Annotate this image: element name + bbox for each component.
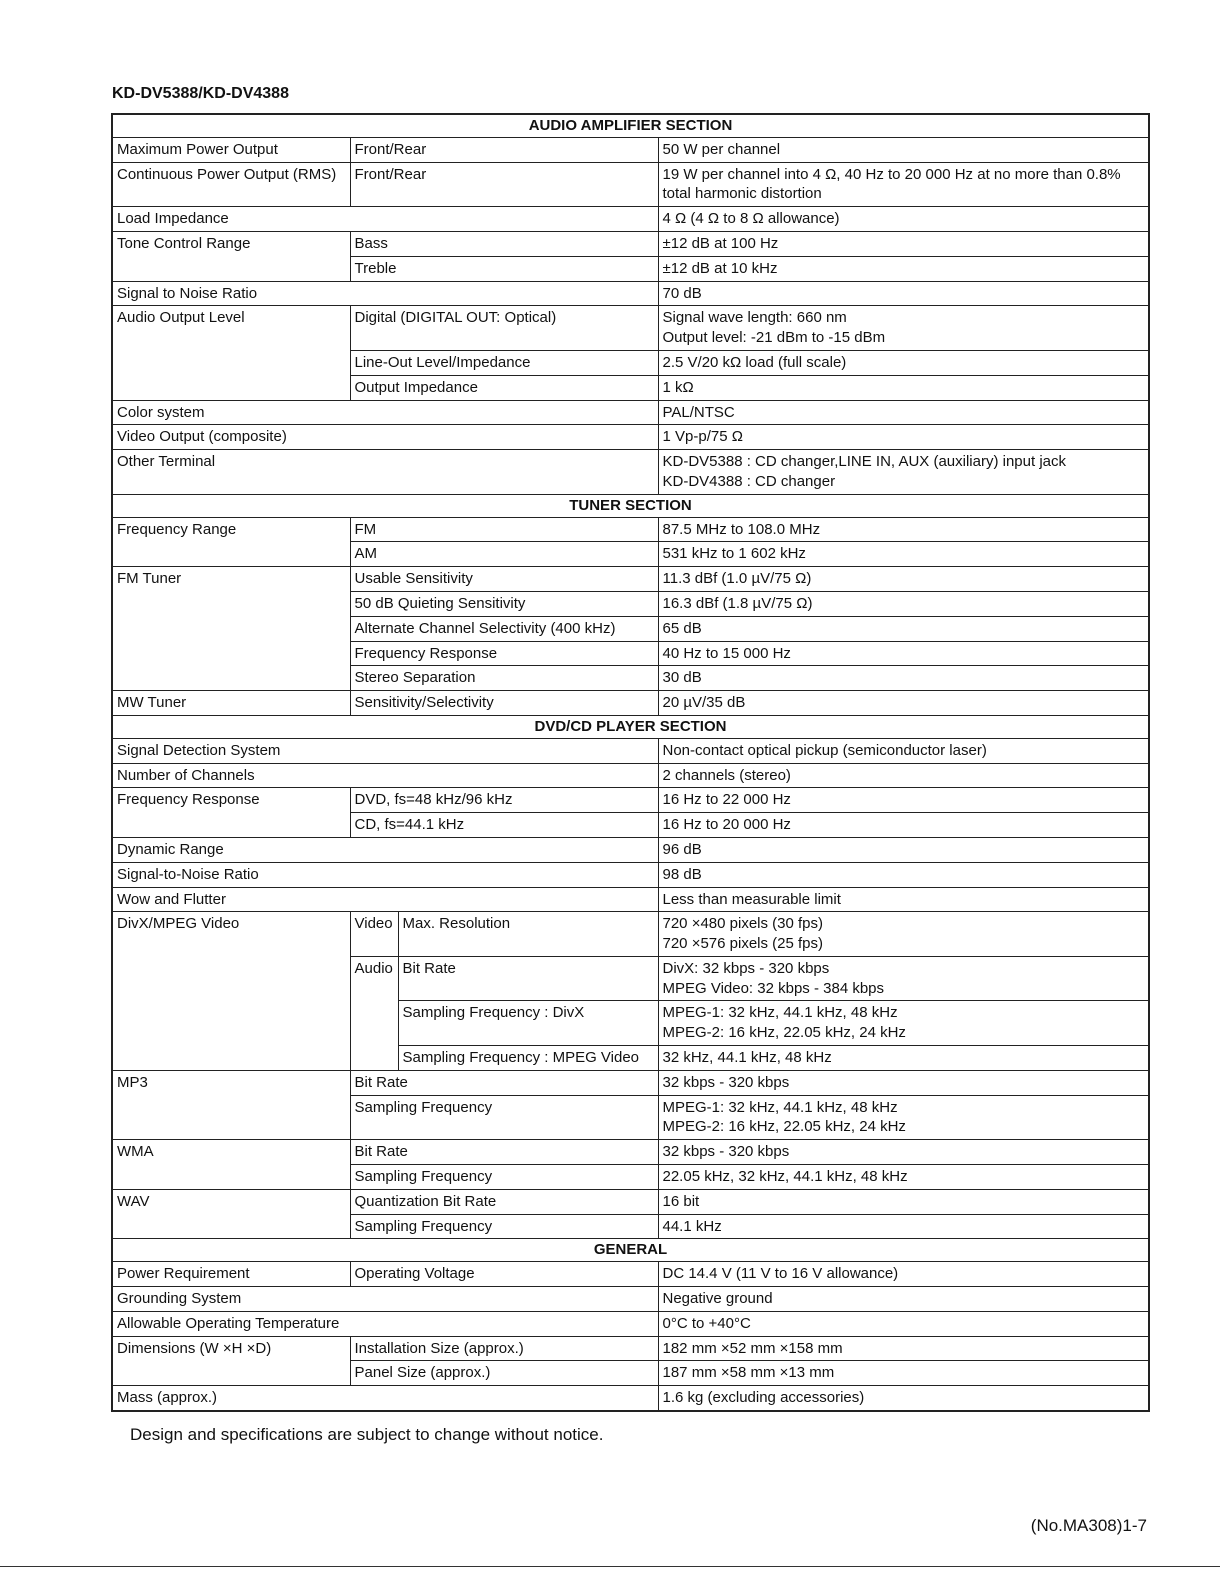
spec-value: 4 Ω (4 Ω to 8 Ω allowance)	[658, 207, 1149, 232]
spec-value: 1.6 kg (excluding accessories)	[658, 1386, 1149, 1411]
spec-value-line: KD-DV4388 : CD changer	[662, 472, 836, 490]
spec-sublabel: Usable Sensitivity	[350, 567, 658, 592]
table-row	[112, 400, 1149, 425]
spec-value	[658, 306, 1149, 351]
spec-value: 1 Vp-p/75 Ω	[658, 425, 1149, 450]
spec-label: Dynamic Range	[112, 837, 658, 862]
table-row	[112, 887, 1149, 912]
spec-value: 16 Hz to 22 000 Hz	[658, 788, 1149, 813]
table-row	[112, 837, 1149, 862]
section-title-audio: AUDIO AMPLIFIER SECTION	[112, 114, 1149, 137]
spec-label: Signal to Noise Ratio	[112, 281, 658, 306]
spec-sublabel: CD, fs=44.1 kHz	[350, 813, 658, 838]
spec-sublabel: Sampling Frequency	[350, 1214, 658, 1239]
spec-value: DC 14.4 V (11 V to 16 V allowance)	[658, 1262, 1149, 1287]
spec-value: 87.5 MHz to 108.0 MHz	[658, 517, 1149, 542]
spec-sublabel: Video	[350, 912, 398, 957]
spec-label: Number of Channels	[112, 763, 658, 788]
spec-label: DivX/MPEG Video	[112, 912, 350, 1071]
spec-value: 11.3 dBf (1.0 µV/75 Ω)	[658, 567, 1149, 592]
spec-value: Negative ground	[658, 1287, 1149, 1312]
spec-value-line: 19 W per channel into 4 Ω, 40 Hz to 20 000 Hz at no more than 0.8%	[662, 165, 1121, 183]
spec-value	[658, 956, 1149, 1001]
spec-value: Non-contact optical pickup (semiconductor laser)	[658, 738, 1149, 763]
spec-value: PAL/NTSC	[658, 400, 1149, 425]
spec-value: 30 dB	[658, 666, 1149, 691]
spec-label: Mass (approx.)	[112, 1386, 658, 1411]
spec-sublabel: Panel Size (approx.)	[350, 1361, 658, 1386]
spec-value: 2.5 V/20 kΩ load (full scale)	[658, 350, 1149, 375]
table-row	[112, 137, 1149, 162]
spec-label: MP3	[112, 1070, 350, 1139]
table-row	[112, 763, 1149, 788]
table-row	[112, 1140, 1149, 1165]
spec-sublabel: Stereo Separation	[350, 666, 658, 691]
page-bottom-rule	[0, 1566, 1220, 1567]
spec-sublabel: Installation Size (approx.)	[350, 1336, 658, 1361]
spec-label: Grounding System	[112, 1287, 658, 1312]
spec-value: 22.05 kHz, 32 kHz, 44.1 kHz, 48 kHz	[658, 1165, 1149, 1190]
table-row	[112, 1386, 1149, 1411]
spec-value-line: 720 ×576 pixels (25 fps)	[662, 935, 824, 953]
table-row	[112, 162, 1149, 207]
spec-sublabel: Audio	[350, 956, 398, 1070]
table-row	[112, 517, 1149, 542]
table-row	[112, 450, 1149, 495]
spec-value-line: Signal wave length: 660 nm	[662, 309, 847, 327]
section-header-row	[112, 494, 1149, 517]
spec-label: Signal-to-Noise Ratio	[112, 862, 658, 887]
spec-label: Power Requirement	[112, 1262, 350, 1287]
spec-label: FM Tuner	[112, 567, 350, 691]
spec-value	[658, 1001, 1149, 1046]
spec-sublabel: Alternate Channel Selectivity (400 kHz)	[350, 616, 658, 641]
section-header-row	[112, 1239, 1149, 1262]
table-row	[112, 1070, 1149, 1095]
spec-value: 16.3 dBf (1.8 µV/75 Ω)	[658, 591, 1149, 616]
spec-label: Signal Detection System	[112, 738, 658, 763]
table-row	[112, 862, 1149, 887]
spec-value: 16 Hz to 20 000 Hz	[658, 813, 1149, 838]
spec-label: Frequency Response	[112, 788, 350, 838]
spec-subsublabel: Max. Resolution	[398, 912, 658, 957]
footnote: Design and specifications are subject to change without notice.	[130, 1425, 604, 1444]
spec-value: 44.1 kHz	[658, 1214, 1149, 1239]
spec-value: 32 kHz, 44.1 kHz, 48 kHz	[658, 1046, 1149, 1071]
spec-value: 531 kHz to 1 602 kHz	[658, 542, 1149, 567]
spec-label: Color system	[112, 400, 658, 425]
specifications-table	[111, 113, 1150, 1412]
table-row	[112, 1287, 1149, 1312]
spec-label: MW Tuner	[112, 691, 350, 716]
spec-value: 96 dB	[658, 837, 1149, 862]
spec-label: Continuous Power Output (RMS)	[112, 162, 350, 207]
spec-value: 65 dB	[658, 616, 1149, 641]
spec-label: Wow and Flutter	[112, 887, 658, 912]
table-row	[112, 1189, 1149, 1214]
spec-value-line: 720 ×480 pixels (30 fps)	[662, 915, 824, 933]
document-title: KD-DV5388/KD-DV4388	[112, 85, 289, 102]
spec-sublabel: Line-Out Level/Impedance	[350, 350, 658, 375]
section-title-general: GENERAL	[112, 1239, 1149, 1262]
page-number: (No.MA308)1-7	[1030, 1516, 1147, 1535]
spec-value: 98 dB	[658, 862, 1149, 887]
spec-sublabel: Front/Rear	[350, 137, 658, 162]
spec-label: Dimensions (W ×H ×D)	[112, 1336, 350, 1386]
spec-label: Load Impedance	[112, 207, 658, 232]
spec-sublabel: FM	[350, 517, 658, 542]
spec-value: 50 W per channel	[658, 137, 1149, 162]
spec-value: 2 channels (stereo)	[658, 763, 1149, 788]
spec-sublabel: Front/Rear	[350, 162, 658, 207]
spec-sublabel: Frequency Response	[350, 641, 658, 666]
spec-label: Maximum Power Output	[112, 137, 350, 162]
table-row	[112, 567, 1149, 592]
spec-sublabel: Sampling Frequency	[350, 1165, 658, 1190]
spec-sublabel: Digital (DIGITAL OUT: Optical)	[350, 306, 658, 351]
table-row	[112, 912, 1149, 957]
table-row	[112, 306, 1149, 351]
spec-sublabel: Sampling Frequency	[350, 1095, 658, 1140]
spec-sublabel: Bit Rate	[350, 1140, 658, 1165]
spec-value-line: DivX: 32 kbps - 320 kbps	[662, 959, 830, 977]
spec-value: 0°C to +40°C	[658, 1311, 1149, 1336]
spec-value-line: MPEG-1: 32 kHz, 44.1 kHz, 48 kHz	[662, 1004, 898, 1022]
spec-sublabel: Bit Rate	[350, 1070, 658, 1095]
spec-value: Less than measurable limit	[658, 887, 1149, 912]
spec-subsublabel: Bit Rate	[398, 956, 658, 1001]
spec-label: Audio Output Level	[112, 306, 350, 400]
spec-value: 16 bit	[658, 1189, 1149, 1214]
spec-sublabel: 50 dB Quieting Sensitivity	[350, 591, 658, 616]
table-row	[112, 691, 1149, 716]
spec-subsublabel: Sampling Frequency : DivX	[398, 1001, 658, 1046]
table-row	[112, 281, 1149, 306]
spec-label: Frequency Range	[112, 517, 350, 567]
table-row	[112, 425, 1149, 450]
spec-value	[658, 162, 1149, 207]
spec-value	[658, 1095, 1149, 1140]
spec-value: ±12 dB at 10 kHz	[658, 256, 1149, 281]
spec-sublabel: Output Impedance	[350, 375, 658, 400]
spec-value-line: MPEG-2: 16 kHz, 22.05 kHz, 24 kHz	[662, 1024, 906, 1042]
spec-value: ±12 dB at 100 Hz	[658, 231, 1149, 256]
spec-label: Other Terminal	[112, 450, 658, 495]
spec-value: 1 kΩ	[658, 375, 1149, 400]
table-row	[112, 207, 1149, 232]
spec-label: WAV	[112, 1189, 350, 1239]
table-row	[112, 1311, 1149, 1336]
spec-value: 182 mm ×52 mm ×158 mm	[658, 1336, 1149, 1361]
spec-value-line: total harmonic distortion	[662, 185, 822, 203]
table-row	[112, 788, 1149, 813]
spec-sublabel: Operating Voltage	[350, 1262, 658, 1287]
spec-value: 70 dB	[658, 281, 1149, 306]
table-row	[112, 1262, 1149, 1287]
spec-label: Video Output (composite)	[112, 425, 658, 450]
spec-value-line: KD-DV5388 : CD changer,LINE IN, AUX (auxiliary) input jack	[662, 453, 1066, 471]
table-row	[112, 738, 1149, 763]
spec-value	[658, 912, 1149, 957]
table-row	[112, 1336, 1149, 1361]
table-row	[112, 231, 1149, 256]
spec-sublabel: Treble	[350, 256, 658, 281]
spec-sublabel: AM	[350, 542, 658, 567]
spec-value	[658, 450, 1149, 495]
spec-subsublabel: Sampling Frequency : MPEG Video	[398, 1046, 658, 1071]
spec-value: 32 kbps - 320 kbps	[658, 1140, 1149, 1165]
spec-value: 40 Hz to 15 000 Hz	[658, 641, 1149, 666]
section-header-row	[112, 715, 1149, 738]
spec-sublabel: Sensitivity/Selectivity	[350, 691, 658, 716]
spec-value: 32 kbps - 320 kbps	[658, 1070, 1149, 1095]
spec-value: 187 mm ×58 mm ×13 mm	[658, 1361, 1149, 1386]
section-header-row	[112, 114, 1149, 137]
spec-sublabel: DVD, fs=48 kHz/96 kHz	[350, 788, 658, 813]
section-title-tuner: TUNER SECTION	[112, 494, 1149, 517]
spec-label: Allowable Operating Temperature	[112, 1311, 658, 1336]
spec-sublabel: Quantization Bit Rate	[350, 1189, 658, 1214]
spec-label: Tone Control Range	[112, 231, 350, 281]
spec-label: WMA	[112, 1140, 350, 1190]
spec-value-line: Output level: -21 dBm to -15 dBm	[662, 329, 886, 347]
spec-value: 20 µV/35 dB	[658, 691, 1149, 716]
spec-value-line: MPEG-2: 16 kHz, 22.05 kHz, 24 kHz	[662, 1118, 906, 1136]
spec-value-line: MPEG-1: 32 kHz, 44.1 kHz, 48 kHz	[662, 1098, 898, 1116]
spec-value-line: MPEG Video: 32 kbps - 384 kbps	[662, 979, 885, 997]
spec-sublabel: Bass	[350, 231, 658, 256]
section-title-dvd: DVD/CD PLAYER SECTION	[112, 715, 1149, 738]
